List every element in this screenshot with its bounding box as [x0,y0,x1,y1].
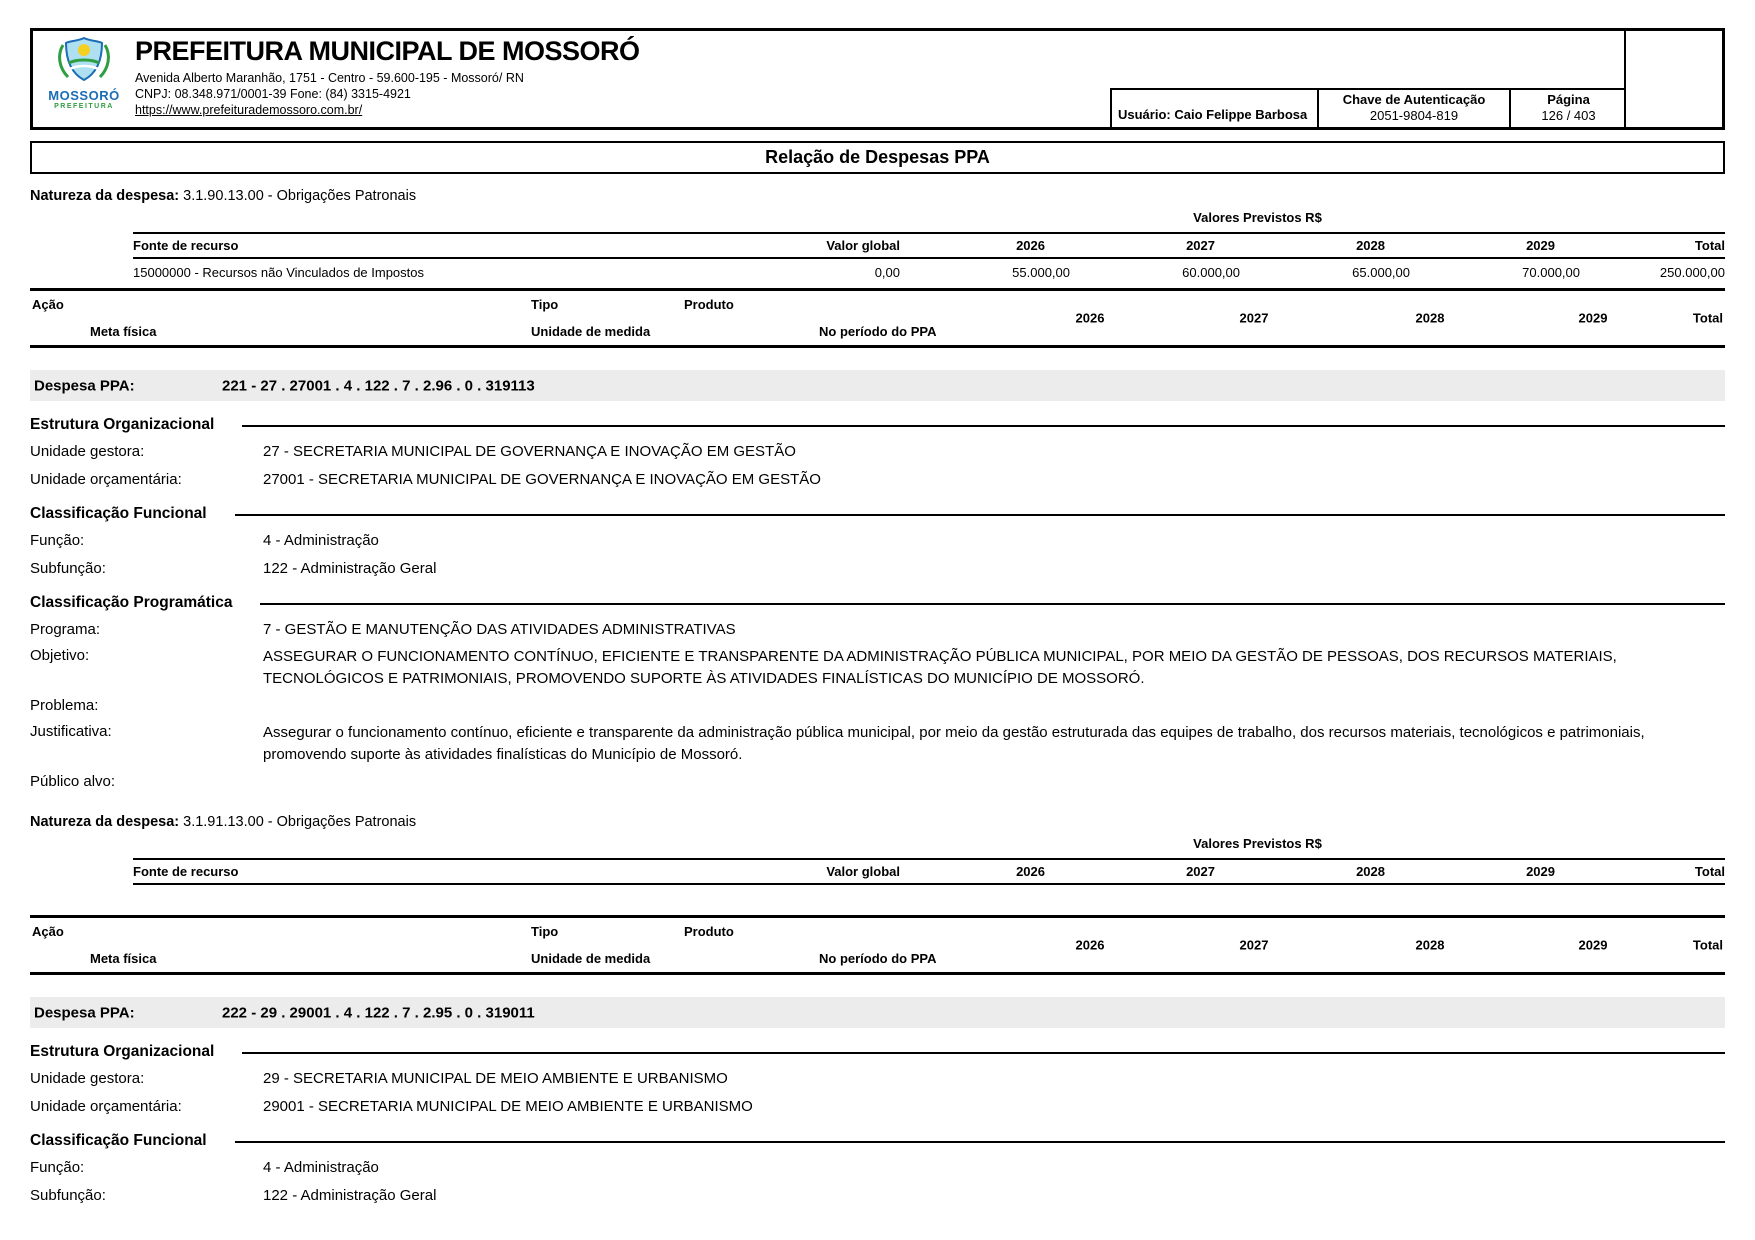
valores-previstos-label: Valores Previstos R$ [1193,210,1322,225]
kv-value: 122 - Administração Geral [263,560,437,577]
kv-unidade-gestora-1 [30,442,1725,462]
kv-label: Unidade orçamentária: [30,1098,182,1115]
kv-value: Assegurar o funcionamento contínuo, eficiente e transparente da administração pública municipal, por meio da gestão estruturada das equipes de trabalho, dos recursos materiais, tecnológicos e patrimoniais, promovendo suporte às atividades finalísticas do Município de Mossoró. [263,724,1645,763]
despesa-ppa-bar-2 [30,997,1725,1028]
natureza-despesa-line-2 [30,814,1725,830]
acao-total-header: Total [1692,937,1723,953]
acao-year-2029: 2029 [1578,310,1608,326]
kv-value: 7 - GESTÃO E MANUTENÇÃO DAS ATIVIDADES ADMINISTRATIVAS [263,621,736,638]
kv-label: Objetivo: [30,647,90,664]
col-fonte-header: Fonte de recurso [133,238,239,253]
acao-header-block-1 [30,288,1725,348]
acao-label: Ação [32,297,64,312]
city-crest-icon [55,36,113,82]
tipo-label: Tipo [531,924,559,939]
section-heading-text: Classificação Funcional [30,505,207,522]
heading-rule [242,425,1725,427]
value-2026: 55.000,00 [1012,265,1070,280]
col-year-2029-header: 2029 [1526,864,1555,879]
logo-subtitle: PREFEITURA [54,103,114,110]
acao-label: Ação [32,924,64,939]
doc-header [30,28,1725,130]
kv-value: ASSEGURAR O FUNCIONAMENTO CONTÍNUO, EFICIENTE E TRANSPARENTE DA ADMINISTRAÇÃO PÚBLICA MUNICIPAL, POR MEIO DA GESTÃO DE PESSOAS, DOS RECURSOS MATERIAIS, TECNOLÓGICOS E PATRIMONIAIS, PROMOVENDO SUPORTE ÀS ATIVIDADES FINALÍSTICAS DO MUNICÍPIO DE MOSSORÓ. [263,648,1617,687]
despesa-ppa-code: 222 - 29 . 29001 . 4 . 122 . 7 . 2.95 . 0 . 319011 [222,1004,535,1021]
report-title: Relação de Despesas PPA [765,147,990,167]
despesa-ppa-label: Despesa PPA: [34,377,135,394]
kv-label: Subfunção: [30,560,106,577]
heading-rule [235,1141,1725,1143]
acao-year-2028: 2028 [1415,310,1445,326]
kv-label: Função: [30,532,85,549]
kv-justificativa [30,722,1725,766]
kv-programa [30,620,1725,640]
kv-value [263,696,1725,716]
natureza-value: 3.1.91.13.00 - Obrigações Patronais [183,814,417,830]
col-valor-global-header: Valor global [826,864,900,879]
kv-value: 29001 - SECRETARIA MUNICIPAL DE MEIO AMBIENTE E URBANISMO [263,1098,753,1115]
valores-previstos-label: Valores Previstos R$ [1193,836,1322,851]
heading-rule [235,514,1725,516]
cnpj-line: CNPJ: 08.348.971/0001-39 Fone: (84) 3315-4921 [135,87,411,101]
website-link[interactable]: https://www.prefeiturademossoro.com.br/ [135,103,363,117]
kv-value [263,772,1725,792]
value-2028: 65.000,00 [1352,265,1410,280]
kv-label: Programa: [30,621,101,638]
report-title-bar [30,141,1725,174]
col-total-header: Total [1694,864,1725,879]
kv-label: Unidade gestora: [30,1070,145,1087]
col-year-2026-header: 2026 [1016,864,1045,879]
estrutura-organizacional-heading-2 [30,1043,1725,1061]
produto-label: Produto [684,924,734,939]
kv-problema [30,696,1725,716]
kv-value: 122 - Administração Geral [263,1187,437,1204]
fonte-name: 15000000 - Recursos não Vinculados de Impostos [133,265,425,280]
despesa-ppa-label: Despesa PPA: [34,1004,135,1021]
col-valor-global-header: Valor global [826,238,900,253]
kv-label: Justificativa: [30,723,112,740]
section-heading-text: Estrutura Organizacional [30,416,215,433]
despesa-ppa-bar-1 [30,370,1725,401]
value-2027: 60.000,00 [1182,265,1240,280]
kv-value: 4 - Administração [263,532,379,549]
kv-subfuncao-1 [30,559,1725,579]
section-heading-text: Classificação Funcional [30,1132,207,1149]
acao-total-header: Total [1692,310,1723,326]
page-label: Página [1547,92,1590,107]
natureza-label: Natureza da despesa: [30,188,180,204]
acao-year-2027: 2027 [1239,310,1269,326]
page-box [1509,90,1626,127]
mossoro-logo [33,31,135,127]
value-2029: 70.000,00 [1522,265,1580,280]
acao-year-2026: 2026 [1075,937,1105,953]
unidade-medida-label: Unidade de medida [531,324,651,339]
col-year-2026-header: 2026 [1016,238,1045,253]
kv-value: 29 - SECRETARIA MUNICIPAL DE MEIO AMBIENTE E URBANISMO [263,1070,728,1087]
col-total-header: Total [1694,238,1725,253]
user-box [1110,90,1317,127]
funding-table-1 [133,232,1725,288]
col-year-2029-header: 2029 [1526,238,1555,253]
periodo-ppa-label: No período do PPA [819,324,937,339]
meta-fisica-label: Meta física [90,324,157,339]
kv-unidade-orcamentaria-2 [30,1097,1725,1117]
col-year-2027-header: 2027 [1186,864,1215,879]
kv-label: Unidade orçamentária: [30,471,182,488]
header-meta-boxes [1110,88,1626,127]
total-value: 250.000,00 [1659,265,1725,280]
page-number: 126 / 403 [1541,108,1596,123]
tipo-label: Tipo [531,297,559,312]
natureza-value: 3.1.90.13.00 - Obrigações Patronais [183,188,417,204]
kv-publico-alvo [30,772,1725,792]
col-year-2027-header: 2027 [1186,238,1215,253]
auth-key-label: Chave de Autenticação [1342,92,1486,107]
kv-unidade-orcamentaria-1 [30,470,1725,490]
kv-value: 4 - Administração [263,1159,379,1176]
funding-source-row [133,259,1725,288]
valor-global-value: 0,00 [874,265,900,280]
classificacao-programatica-heading-1 [30,594,1725,612]
acao-year-2026: 2026 [1075,310,1105,326]
kv-label: Unidade gestora: [30,443,145,460]
kv-unidade-gestora-2 [30,1069,1725,1089]
user-name: Usuário: Caio Felippe Barbosa [1118,107,1308,122]
col-year-2028-header: 2028 [1356,238,1385,253]
classificacao-funcional-heading-1 [30,505,1725,523]
kv-label: Problema: [30,697,99,714]
acao-header-block-2 [30,915,1725,975]
section-heading-text: Estrutura Organizacional [30,1043,215,1060]
auth-key-box [1317,90,1509,127]
unidade-medida-label: Unidade de medida [531,951,651,966]
kv-funcao-1 [30,531,1725,551]
heading-rule [242,1052,1725,1054]
report-content [30,188,1725,1206]
org-info [135,31,640,127]
heading-rule [260,603,1725,605]
funding-table-header [133,858,1725,885]
auth-key-value: 2051-9804-819 [1369,108,1459,123]
estrutura-organizacional-heading-1 [30,416,1725,434]
kv-label: Função: [30,1159,85,1176]
col-fonte-header: Fonte de recurso [133,864,239,879]
kv-value: 27001 - SECRETARIA MUNICIPAL DE GOVERNANÇA E INOVAÇÃO EM GESTÃO [263,471,821,488]
address-line: Avenida Alberto Maranhão, 1751 - Centro - 59.600-195 - Mossoró/ RN [135,71,524,85]
natureza-label: Natureza da despesa: [30,814,180,830]
classificacao-funcional-heading-2 [30,1132,1725,1150]
kv-label: Público alvo: [30,773,116,790]
acao-year-2027: 2027 [1239,937,1269,953]
kv-funcao-2 [30,1158,1725,1178]
kv-subfuncao-2 [30,1186,1725,1206]
funding-table-2 [133,858,1725,885]
produto-label: Produto [684,297,734,312]
logo-city-name: MOSSORÓ [48,88,120,103]
natureza-despesa-line-1 [30,188,1725,204]
header-empty-corner-box [1624,31,1722,127]
funding-table-header [133,232,1725,259]
kv-value: 27 - SECRETARIA MUNICIPAL DE GOVERNANÇA E INOVAÇÃO EM GESTÃO [263,443,796,460]
section-heading-text: Classificação Programática [30,594,233,611]
meta-fisica-label: Meta física [90,951,157,966]
kv-objetivo [30,646,1725,690]
acao-year-2028: 2028 [1415,937,1445,953]
org-title: PREFEITURA MUNICIPAL DE MOSSORÓ [135,36,640,66]
acao-year-2029: 2029 [1578,937,1608,953]
kv-label: Subfunção: [30,1187,106,1204]
despesa-ppa-code: 221 - 27 . 27001 . 4 . 122 . 7 . 2.96 . 0 . 319113 [222,377,535,394]
periodo-ppa-label: No período do PPA [819,951,937,966]
col-year-2028-header: 2028 [1356,864,1385,879]
